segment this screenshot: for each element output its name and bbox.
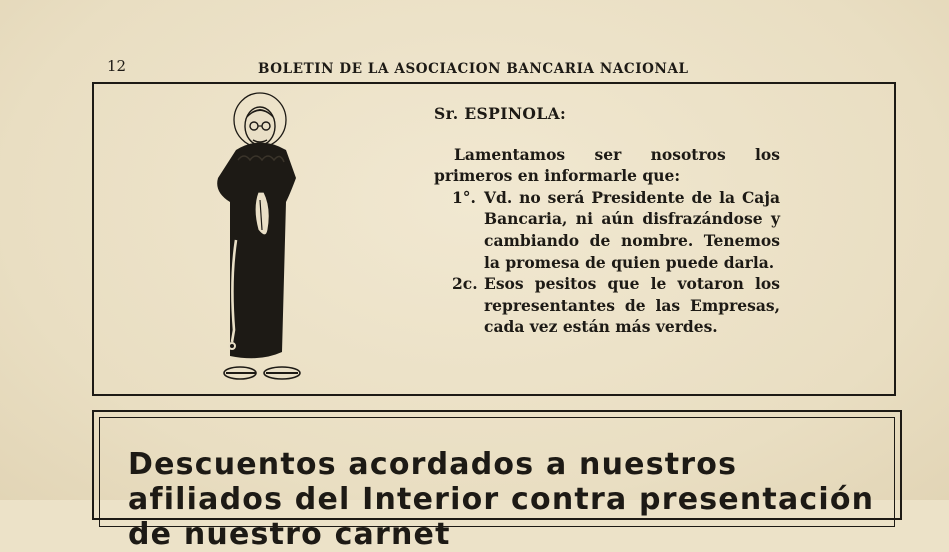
discounts-heading: Descuentos acordados a nuestros afiliados del Interior contra presentación de nuestro carnet [128,447,875,552]
friar-illustration [200,90,320,385]
item-number: 1°. [452,187,476,207]
item-number: 2c. [452,274,478,294]
addressee: Sr. ESPINOLA: [434,104,567,123]
item-text: Vd. no será Presidente de la Caja Bancaria, ni aún disfrazándose y cambiando de nombre. Tenemos la promesa de quien puede darla. [484,187,780,272]
page-number: 12 [107,57,127,75]
list-item [452,187,780,273]
notice-text [434,103,780,338]
intro-paragraph: Lamentamos ser nosotros los primeros en informarle que: [434,144,780,186]
running-head: BOLETIN DE LA ASOCIACION BANCARIA NACIONAL [258,61,689,77]
item-text: Esos pesitos que le votaron los representantes de las Empresas, cada vez están más verdes. [484,274,780,337]
list-item [452,273,780,338]
